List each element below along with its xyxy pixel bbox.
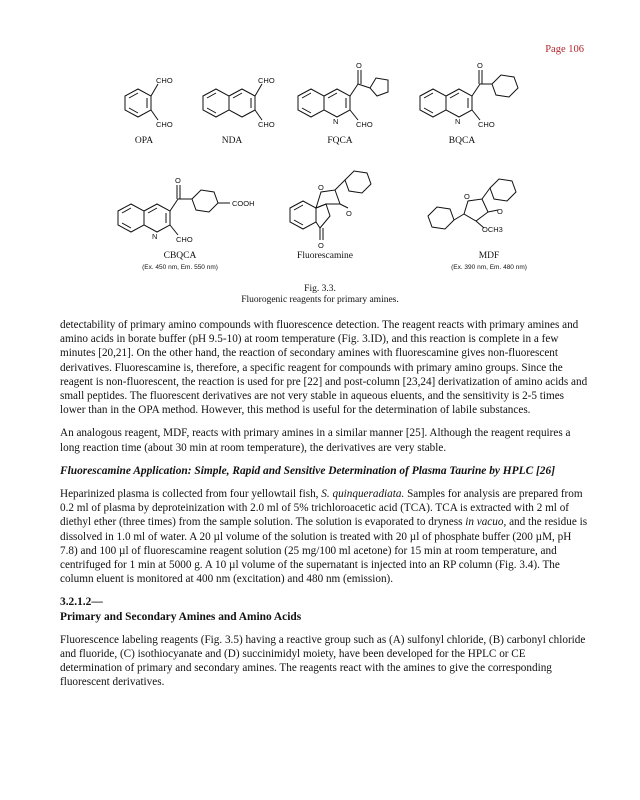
mdf-label: MDF bbox=[478, 251, 500, 261]
fqca-n: N bbox=[333, 117, 339, 126]
section-number: 3.2.1.2— bbox=[60, 596, 103, 609]
paragraph-fluorescamine: detectability of primary amino compounds with fluorescence detection. The reagent reacts with primary amines and amino acids in borate buffer (pH 9.5-10) at room temperature (Fig. 3.ID), and this reaction is complete in a few minutes [20,21]. On the other hand, the reaction of secondary amines with fluorescamine gives non-fluorescent derivatives. Fluorescamine is, therefore, a specific reagent for compounds with primary amino groups. Since the reagent is non-fluorescent, the reaction is used for pre [22] and post-column [23,24] derivatization of amino acids and small peptides. The fluorescent derivatives are not very stable in aqueous eluents, and the sensitivity is 2-5 times lower than in the OPA method. However, this method is useful for the determination of labile substances. bbox=[60, 319, 588, 417]
section-heading bbox=[60, 595, 590, 623]
nda-cho-bottom: CHO bbox=[258, 120, 275, 129]
cbqca-excitation: (Ex. 450 nm, Em. 550 nm) bbox=[142, 264, 218, 271]
paragraph-labeling-reagents: Fluorescence labeling reagents (Fig. 3.5) having a reactive group such as (A) sulfonyl chloride, (B) carbonyl chloride and fluoride, (C) isothiocyanate and (D) succinimidyl moiety, have been developed for the HPLC or CE determination of primary and secondary amines. The reagents react with the amines to give the corresponding fluorescent derivatives. bbox=[60, 633, 586, 689]
caption-text: Fluorogenic reagents for primary amines. bbox=[241, 295, 399, 305]
paragraph-mdf: An analogous reagent, MDF, reacts with primary amines in a similar manner [25]. Although the reagent requires a long reaction time (about 30 min at room temperature), the derivatives are very stable. bbox=[60, 427, 571, 454]
bqca-label: BQCA bbox=[448, 136, 476, 146]
fqca-cho: CHO bbox=[356, 120, 373, 129]
cbqca-label: CBQCA bbox=[163, 251, 197, 261]
application-heading: Fluorescamine Application: Simple, Rapid and Sensitive Determination of Plasma Taurine by HPLC [26] bbox=[60, 464, 555, 477]
bqca-o: O bbox=[477, 61, 483, 70]
bqca-n: N bbox=[455, 117, 461, 126]
nda-structure bbox=[203, 76, 275, 146]
section-title: Primary and Secondary Amines and Amino Acids bbox=[60, 610, 302, 623]
bqca-cho: CHO bbox=[478, 120, 495, 129]
fluorescamine-o-right: O bbox=[346, 209, 352, 218]
mdf-ring-o: O bbox=[464, 192, 470, 201]
species-name: S. quinqueradiata. bbox=[321, 488, 405, 501]
opa-cho-top: CHO bbox=[156, 76, 173, 85]
figure-3-3 bbox=[0, 58, 640, 308]
fluorescamine-ring-o: O bbox=[318, 183, 324, 192]
bqca-structure bbox=[420, 61, 518, 146]
caption-number: Fig. 3.3. bbox=[304, 284, 336, 294]
chemical-structures bbox=[0, 58, 640, 288]
cbqca-o: O bbox=[175, 176, 181, 185]
fluorescamine-o-bottom: O bbox=[318, 241, 324, 250]
opa-label: OPA bbox=[134, 136, 154, 146]
opa-cho-bottom: CHO bbox=[156, 120, 173, 129]
fqca-label: FQCA bbox=[327, 136, 353, 146]
body-text bbox=[60, 318, 590, 699]
nda-cho-top: CHO bbox=[258, 76, 275, 85]
fluorescamine-structure bbox=[290, 171, 371, 261]
fqca-structure bbox=[298, 61, 388, 146]
fqca-o: O bbox=[356, 61, 362, 70]
mdf-excitation: (Ex. 390 nm, Em. 480 nm) bbox=[451, 264, 527, 271]
mdf-och3: OCH3 bbox=[482, 225, 503, 234]
cbqca-n: N bbox=[152, 232, 158, 241]
figure-caption bbox=[0, 284, 640, 306]
mdf-o-right: O bbox=[497, 207, 503, 216]
paragraph-procedure: Heparinized plasma is collected from four yellowtail fish, S. quinqueradiata. Samples for analysis are prepared from 0.2 ml of plasma by deproteinization with 2.0 ml of 5% trichloroacetic acid (TCA). TCA is extracted with 2 ml of diethyl ether (three times) from the sample solution. The solution is evaporated to dryness in vacuo, and the residue is dissolved in 1.0 ml of water. A 20 µl volume of the solution is treated with 20 µl of phosphate buffer (200 µM, pH 7.8) and 100 µl of fluorescamine reagent solution (25 mg/100 ml acetone) for 15 min at room temperature, and centrifuged for 1 min at 5000 g. A 10 µl volume of the supernatant is injected into an RP column (Fig. 3.4). The column eluent is monitored at 400 nm (excitation) and 480 nm (emission). bbox=[60, 488, 588, 586]
page-number: Page 106 bbox=[545, 44, 584, 55]
opa-structure bbox=[125, 76, 173, 146]
mdf-structure bbox=[428, 179, 527, 271]
fluorescamine-label: Fluorescamine bbox=[297, 251, 353, 261]
nda-label: NDA bbox=[221, 136, 243, 146]
cbqca-cho: CHO bbox=[176, 235, 193, 244]
in-vacuo: in vacuo, bbox=[465, 516, 507, 529]
cbqca-cooh: COOH bbox=[232, 199, 255, 208]
cbqca-structure bbox=[118, 176, 255, 271]
